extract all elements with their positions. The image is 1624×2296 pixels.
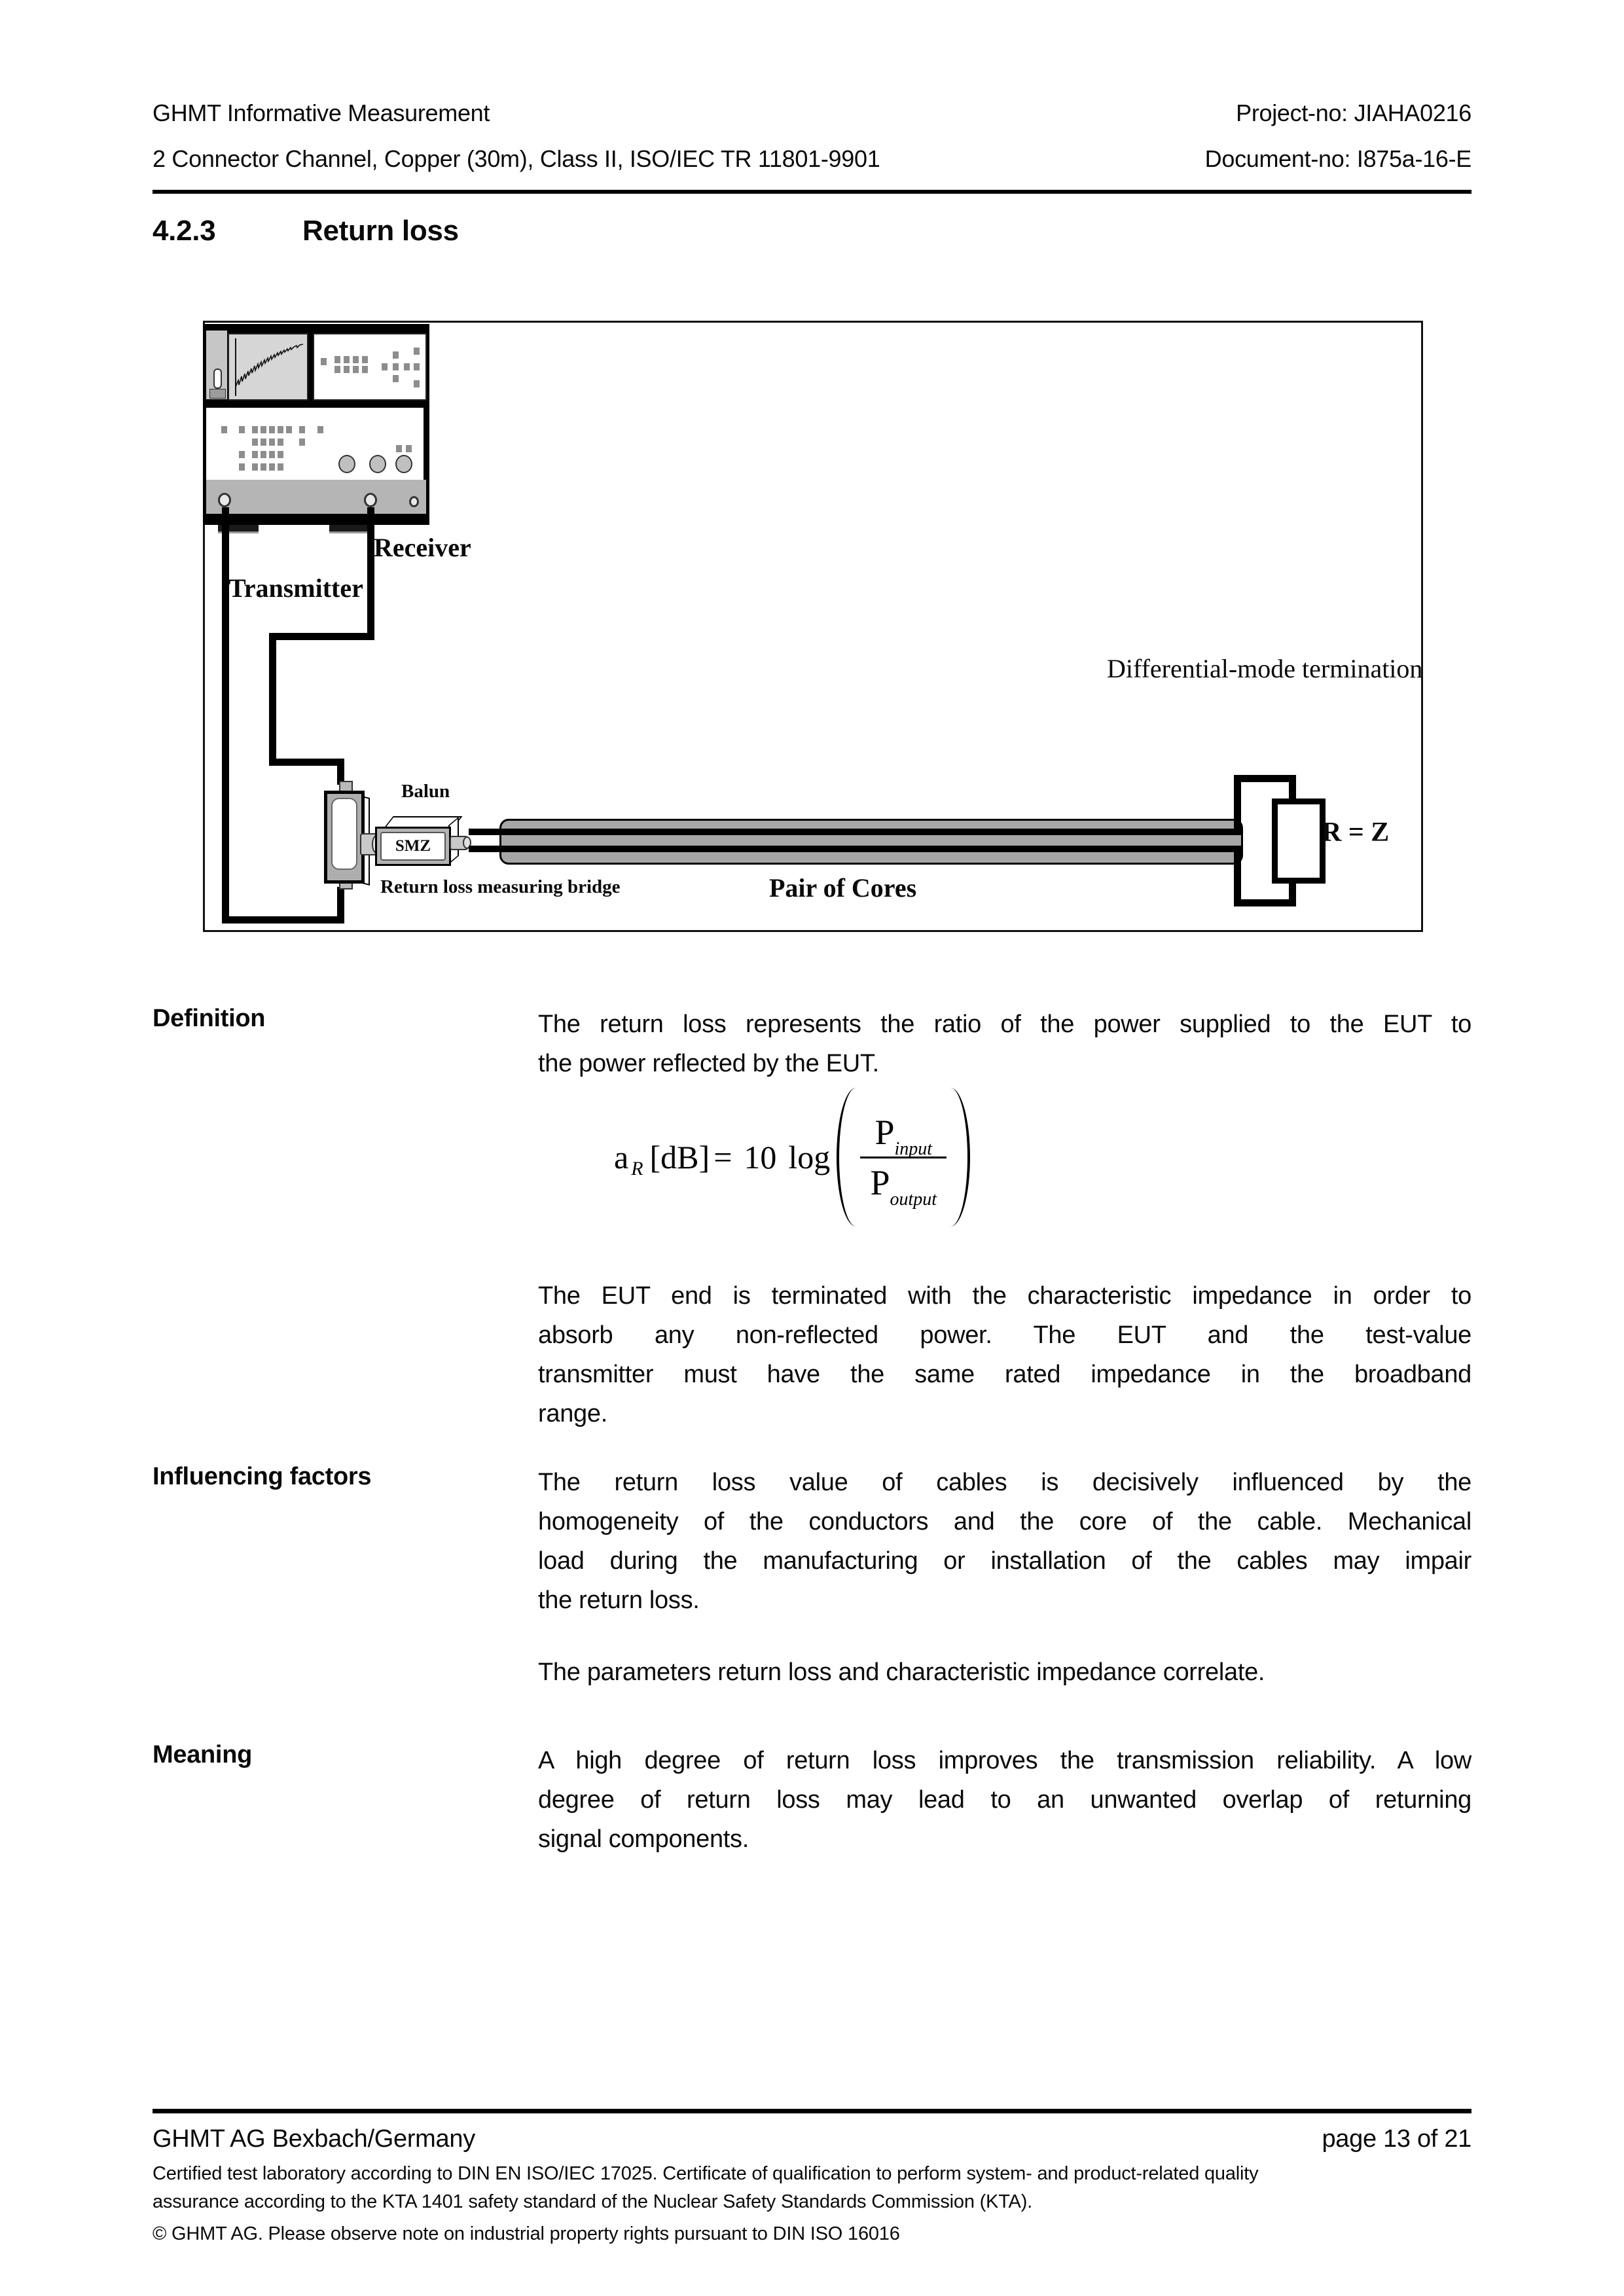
footer-company: GHMT AG Bexbach/Germany bbox=[153, 2125, 475, 2153]
aux-port bbox=[409, 496, 419, 507]
formula-subscript: R bbox=[631, 1158, 643, 1179]
header-subtitle: 2 Connector Channel, Copper (30m), Class II, ISO/IEC TR 11801-9901 bbox=[153, 145, 880, 172]
formula-fraction bbox=[860, 1112, 947, 1210]
denominator-subscript: output bbox=[890, 1189, 937, 1210]
numerator-base: P bbox=[875, 1112, 895, 1152]
return-loss-formula bbox=[614, 1088, 970, 1227]
balun-label: Balun bbox=[401, 781, 450, 802]
text-line: The return loss represents the ratio of the power supplied to the EUT to bbox=[538, 1011, 1471, 1038]
text-line: range. bbox=[538, 1400, 607, 1427]
analyzer-side-button bbox=[213, 368, 222, 389]
rotary-knob bbox=[338, 455, 355, 473]
footer-copyright: © GHMT AG. Please observe note on industrial property rights pursuant to DIN ISO 16016 bbox=[153, 2223, 900, 2244]
termination-bottom-bar bbox=[1234, 899, 1296, 906]
right-parenthesis bbox=[950, 1088, 970, 1227]
header-title: GHMT Informative Measurement bbox=[153, 99, 490, 126]
formula-operator: log bbox=[788, 1139, 831, 1175]
receiver-label: Receiver bbox=[374, 533, 471, 562]
fraction-numerator bbox=[875, 1112, 933, 1159]
meaning-body bbox=[538, 1741, 1471, 1859]
bridge-face bbox=[331, 798, 357, 870]
network-analyzer bbox=[203, 324, 429, 525]
formula-equals: = bbox=[713, 1139, 732, 1175]
header-project-no: Project-no: JIAHA0216 bbox=[1236, 99, 1471, 126]
influencing-factors-label: Influencing factors bbox=[153, 1463, 372, 1490]
receiver-cable-drop bbox=[269, 633, 276, 766]
section-title: Return loss bbox=[302, 215, 459, 247]
analyzer-screen bbox=[228, 333, 308, 401]
analyzer-left-strip bbox=[206, 331, 227, 399]
page-indicator: page 13 of 21 bbox=[1322, 2125, 1471, 2153]
formula-coefficient: 10 bbox=[744, 1139, 777, 1175]
cable-sheath bbox=[499, 819, 1243, 865]
text-line: the return loss. bbox=[538, 1587, 700, 1614]
analyzer-connector-bay bbox=[206, 480, 426, 514]
footer-cert-line: Certified test laboratory according to DIN EN ISO/IEC 17025. Certificate of qualification to perform system- and product-related quality bbox=[153, 2163, 1259, 2184]
termination-top-bar bbox=[1234, 775, 1296, 782]
text-line: The parameters return loss and characteristic impedance correlate. bbox=[538, 1659, 1265, 1686]
core-wire-top bbox=[469, 829, 1241, 835]
transmitter-cable-riser bbox=[337, 887, 344, 924]
numerator-subscript: input bbox=[894, 1138, 933, 1159]
pair-of-cores-label: Pair of Cores bbox=[769, 873, 917, 903]
analyzer-keypad-panel bbox=[206, 408, 424, 480]
text-line: homogeneity of the conductors and the core of the cable. Mechanical bbox=[538, 1508, 1471, 1535]
core-wire-bottom bbox=[469, 846, 1241, 852]
termination-left-bar-upper bbox=[1234, 775, 1241, 835]
receiver-cable-jog bbox=[269, 633, 374, 640]
analyzer-power-button bbox=[209, 389, 226, 399]
smz-label: SMZ bbox=[395, 837, 431, 855]
influencing-factors-note bbox=[538, 1653, 1471, 1692]
text-line: the power reflected by the EUT. bbox=[538, 1050, 879, 1077]
measurement-setup-figure bbox=[203, 321, 1423, 932]
meaning-label: Meaning bbox=[153, 1741, 253, 1768]
receiver-cable-horizontal bbox=[269, 759, 344, 766]
footer-cert-line: assurance according to the KTA 1401 safety standard of the Nuclear Safety Standards Commission (KTA). bbox=[153, 2191, 1033, 2212]
transmitter-label: Transmitter bbox=[228, 573, 363, 603]
denominator-base: P bbox=[870, 1162, 890, 1202]
transmitter-port bbox=[218, 493, 231, 507]
section-number: 4.2.3 bbox=[153, 215, 216, 247]
formula-variable: a bbox=[614, 1139, 629, 1175]
termination-resistor bbox=[1272, 798, 1326, 884]
text-line: degree of return loss may lead to an unwanted overlap of returning bbox=[538, 1786, 1471, 1814]
keypad-buttons bbox=[221, 426, 227, 433]
smz-balun-box bbox=[375, 827, 451, 866]
definition-intro bbox=[538, 1005, 1471, 1083]
header-rule bbox=[153, 190, 1471, 194]
termination-label: Differential-mode termination bbox=[1107, 654, 1423, 683]
termination-left-bar-lower bbox=[1234, 846, 1241, 906]
transmitter-cable-bottom bbox=[222, 916, 344, 924]
influencing-factors-body bbox=[538, 1463, 1471, 1620]
analyzer-softkey-panel bbox=[313, 333, 427, 401]
return-loss-bridge bbox=[324, 791, 365, 884]
header-document-no: Document-no: I875a-16-E bbox=[1204, 145, 1471, 172]
fraction-denominator bbox=[870, 1162, 937, 1210]
bridge-label: Return loss measuring bridge bbox=[380, 876, 621, 897]
text-line: load during the manufacturing or installation of the cables may impair bbox=[538, 1547, 1471, 1575]
text-line: The EUT end is terminated with the characteristic impedance in order to bbox=[538, 1282, 1471, 1310]
receiver-port bbox=[364, 493, 377, 507]
text-line: signal components. bbox=[538, 1825, 749, 1853]
resistor-label: R = Z bbox=[1322, 817, 1390, 848]
rotary-knob bbox=[395, 455, 412, 473]
definition-body bbox=[538, 1276, 1471, 1433]
rotary-knob bbox=[369, 455, 386, 473]
waveform-trace bbox=[229, 334, 307, 399]
transmitter-cable-vertical bbox=[222, 507, 229, 924]
text-line: absorb any non-reflected power. The EUT and the test-value bbox=[538, 1321, 1471, 1349]
definition-label: Definition bbox=[153, 1005, 266, 1032]
text-line: The return loss value of cables is decisively influenced by the bbox=[538, 1469, 1471, 1496]
instrument-foot bbox=[329, 525, 370, 533]
text-line: A high degree of return loss improves the transmission reliability. A low bbox=[538, 1747, 1471, 1774]
softkey-buttons bbox=[321, 358, 327, 365]
footer-rule bbox=[153, 2109, 1471, 2113]
formula-unit: [dB] bbox=[649, 1139, 710, 1175]
text-line: transmitter must have the same rated impedance in the broadband bbox=[538, 1361, 1471, 1388]
left-parenthesis bbox=[837, 1088, 856, 1227]
receiver-cable-vertical bbox=[367, 507, 374, 640]
